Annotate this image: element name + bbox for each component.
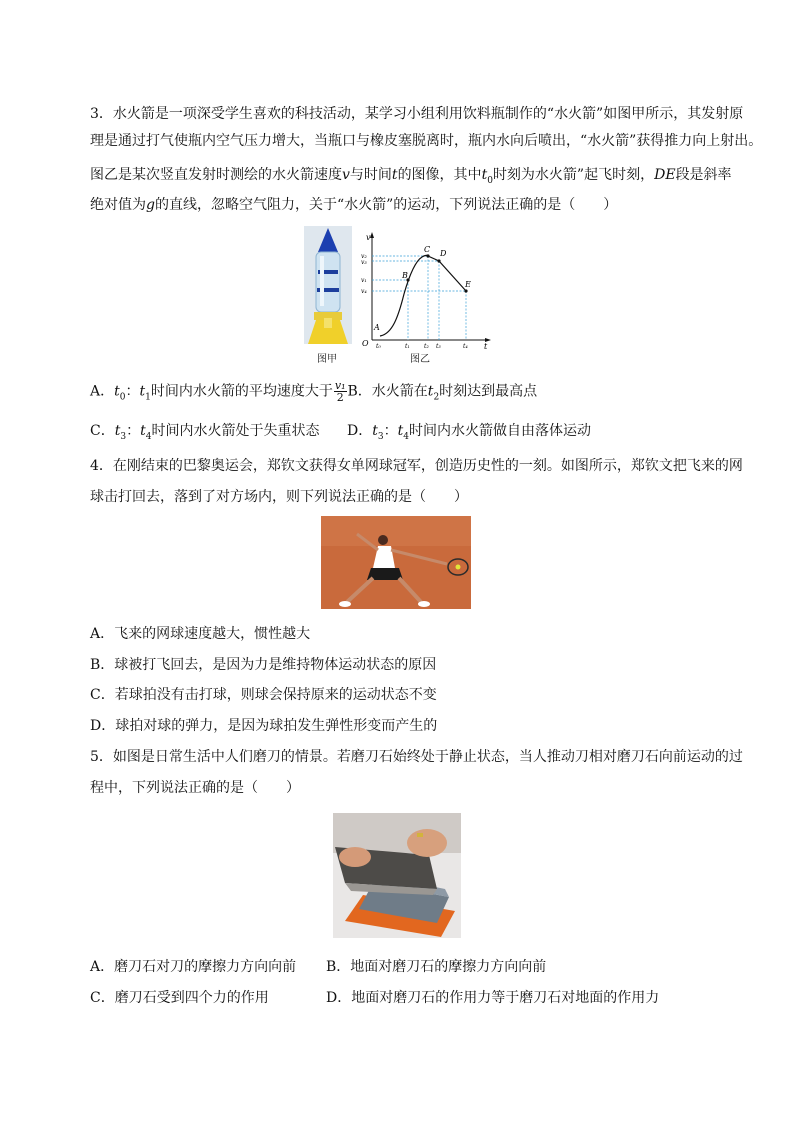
point-label-a: A — [374, 323, 380, 332]
fig-jia-caption: 图甲 — [317, 354, 337, 365]
q3-option-d[interactable]: D．$t_3$：$t_4$时间内水火箭做自由落体运动 — [347, 423, 591, 442]
q5-option-d[interactable]: D．地面对磨刀石的作用力等于磨刀石对地面的作用力 — [326, 990, 660, 1006]
q4-option-c[interactable]: C．若球拍没有击打球，则球会保持原来的运动状态不变 — [90, 687, 437, 703]
x-axis-label: t — [484, 342, 488, 351]
y-axis-label: v — [366, 233, 371, 242]
q4-stem-line2: 球击打回去，落到了对方场内，则下列说法正确的是（ ） — [90, 489, 468, 505]
y-tick-v2: v₂ — [361, 253, 367, 260]
velocity-time-graph — [360, 228, 492, 351]
q4-option-a[interactable]: A．飞来的网球速度越大，惯性越大 — [90, 626, 311, 642]
point-label-d: D — [440, 249, 447, 258]
velocity-curve — [380, 255, 466, 336]
q5-stem-line2: 程中，下列说法正确的是（ ） — [90, 780, 300, 796]
knife-sharpening-image — [333, 813, 461, 938]
fraction-v1-over-2: $\frac{\text{v₁}}{2}$ — [334, 379, 346, 404]
x-tick-t0: t₀ — [376, 343, 381, 350]
q4-option-d[interactable]: D．球拍对球的弹力，是因为球拍发生弹性形变而产生的 — [90, 718, 438, 734]
q5-option-a[interactable]: A．磨刀石对刀的摩擦力方向向前 — [90, 959, 297, 975]
x-tick-t4: t₄ — [463, 343, 468, 350]
y-tick-v3: v₃ — [361, 259, 367, 266]
q3-stem-line2: 理是通过打气使瓶内空气压力增大，当瓶口与橡皮塞脱离时，瓶内水向后喷出，“水火箭”获得推力向上射出。 — [90, 133, 763, 149]
x-tick-t3: t₃ — [436, 343, 441, 350]
y-tick-v4: v₄ — [361, 288, 367, 295]
q4-option-b[interactable]: B．球被打飞回去，是因为力是维持物体运动状态的原因 — [90, 657, 437, 673]
water-rocket-image — [304, 226, 352, 344]
q5-option-c[interactable]: C．磨刀石受到四个力的作用 — [90, 990, 269, 1006]
q4-stem-line1: 4．在刚结束的巴黎奥运会，郑钦文获得女单网球冠军，创造历史性的一刻。如图所示，郑钦文把飞来的网 — [90, 458, 743, 474]
origin-label: O — [362, 339, 369, 348]
q3-option-c[interactable]: C．$t_3$：$t_4$时间内水火箭处于失重状态 — [90, 423, 320, 442]
point-label-e: E — [465, 280, 471, 289]
q5-option-b[interactable]: B．地面对磨刀石的摩擦力方向向前 — [326, 959, 547, 975]
q3-stem-line1: 3．水火箭是一项深受学生喜欢的科技活动，某学习小组利用饮料瓶制作的“水火箭”如图甲所示，其发射原 — [90, 106, 744, 122]
point-label-b: B — [402, 271, 408, 280]
x-tick-t1: t₁ — [405, 343, 410, 350]
q3-stem-line3: 图乙是某次竖直发射时测绘的水火箭速度v与时间t的图像，其中$t_0$时刻为水火箭”起飞时刻，DE段是斜率 — [90, 167, 732, 186]
tennis-player-image — [321, 516, 471, 609]
fig-yi-caption: 图乙 — [410, 354, 430, 365]
y-tick-v1: v₁ — [361, 277, 367, 284]
point-label-c: C — [424, 245, 431, 254]
q5-stem-line1: 5．如图是日常生活中人们磨刀的情景。若磨刀石始终处于静止状态，当人推动刀相对磨刀石向前运动的过 — [90, 749, 743, 765]
x-tick-t2: t₂ — [424, 343, 429, 350]
q3-stem-line4: 绝对值为g的直线，忽略空气阻力，关于“水火箭”的运动，下列说法正确的是（ ） — [90, 197, 618, 213]
q3-option-a[interactable]: A．$t_0$：$t_1$时间内水火箭的平均速度大于 $\frac{\text{v₁}}{2}$ B．水火箭在$t_2$时刻达到最高点 — [90, 379, 538, 404]
